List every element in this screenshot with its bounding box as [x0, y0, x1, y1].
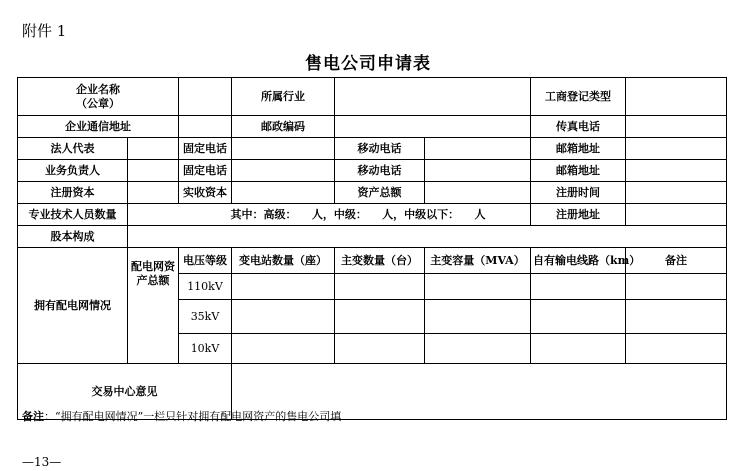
voltage-level-110kv: 110kV [179, 274, 232, 300]
capacity-35kv-field[interactable] [425, 300, 531, 334]
biz-manager-phone-label: 固定电话 [179, 160, 232, 182]
equity-label: 股本构成 [18, 226, 128, 248]
grid-assets-label: 配电网资 产总额 [128, 248, 179, 300]
grid-header-capacity: 主变容量（MVA） [425, 248, 531, 274]
equity-field[interactable] [128, 226, 727, 248]
reg-address-label: 注册地址 [531, 204, 626, 226]
substations-10kv-field[interactable] [232, 334, 335, 364]
reg-time-label: 注册时间 [531, 182, 626, 204]
biz-manager-phone-field[interactable] [232, 160, 335, 182]
company-name-label: 企业名称 （公章） [18, 78, 179, 116]
voltage-level-35kv: 35kV [179, 300, 232, 334]
form-title: 售电公司申请表 [305, 54, 431, 74]
address-field[interactable] [179, 116, 232, 138]
grid-header-remarks: 备注 [626, 248, 727, 274]
transformers-10kv-field[interactable] [335, 334, 425, 364]
capacity-10kv-field[interactable] [425, 334, 531, 364]
biz-manager-field[interactable] [128, 160, 179, 182]
remarks-35kv-field[interactable] [626, 300, 727, 334]
biz-manager-email-label: 邮箱地址 [531, 160, 626, 182]
legal-rep-email-field[interactable] [626, 138, 727, 160]
grid-header-voltage: 电压等级 [179, 248, 232, 274]
lines-110kv-field[interactable] [531, 274, 626, 300]
footnote [22, 408, 341, 424]
has-grid-label: 拥有配电网情况 [18, 248, 128, 364]
remarks-110kv-field[interactable] [626, 274, 727, 300]
reg-address-field[interactable] [626, 204, 727, 226]
legal-rep-email-label: 邮箱地址 [531, 138, 626, 160]
total-assets-field[interactable] [425, 182, 531, 204]
application-form-table [17, 77, 727, 420]
grid-header-lines: 自有输电线路（km） [531, 248, 626, 274]
grid-header-transformers: 主变数量（台） [335, 248, 425, 274]
reg-time-field[interactable] [626, 182, 727, 204]
reg-capital-label: 注册资本 [18, 182, 128, 204]
legal-rep-phone-label: 固定电话 [179, 138, 232, 160]
industry-label: 所属行业 [232, 78, 335, 116]
address-label: 企业通信地址 [18, 116, 179, 138]
legal-rep-phone-field[interactable] [232, 138, 335, 160]
biz-manager-mobile-label: 移动电话 [335, 160, 425, 182]
fax-field[interactable] [626, 116, 727, 138]
page-number: —13— [22, 455, 62, 469]
paid-capital-label: 实收资本 [179, 182, 232, 204]
trade-center-label: 交易中心意见 [18, 364, 232, 420]
tech-staff-label: 专业技术人员数量 [18, 204, 128, 226]
voltage-level-10kv: 10kV [179, 334, 232, 364]
grid-assets-field[interactable] [128, 300, 179, 364]
tech-staff-detail[interactable]: 其中：高级： 人，中级： 人，中级以下： 人 [128, 204, 531, 226]
biz-manager-mobile-field[interactable] [425, 160, 531, 182]
reg-type-field[interactable] [626, 78, 727, 116]
substations-110kv-field[interactable] [232, 274, 335, 300]
grid-header-substations: 变电站数量（座） [232, 248, 335, 274]
fax-label: 传真电话 [531, 116, 626, 138]
postcode-label: 邮政编码 [232, 116, 335, 138]
legal-rep-mobile-field[interactable] [425, 138, 531, 160]
capacity-110kv-field[interactable] [425, 274, 531, 300]
paid-capital-field[interactable] [232, 182, 335, 204]
reg-type-label: 工商登记类型 [531, 78, 626, 116]
biz-manager-label: 业务负责人 [18, 160, 128, 182]
legal-rep-label: 法人代表 [18, 138, 128, 160]
footnote-label: 备注 [22, 410, 44, 423]
total-assets-label: 资产总额 [335, 182, 425, 204]
company-name-field[interactable] [179, 78, 232, 116]
substations-35kv-field[interactable] [232, 300, 335, 334]
remarks-10kv-field[interactable] [626, 334, 727, 364]
lines-35kv-field[interactable] [531, 300, 626, 334]
legal-rep-field[interactable] [128, 138, 179, 160]
biz-manager-email-field[interactable] [626, 160, 727, 182]
footnote-text: ：“拥有配电网情况”一栏只针对拥有配电网资产的售电公司填 [44, 410, 342, 423]
transformers-35kv-field[interactable] [335, 300, 425, 334]
transformers-110kv-field[interactable] [335, 274, 425, 300]
industry-field[interactable] [335, 78, 531, 116]
attachment-label: 附件 1 [22, 22, 67, 40]
lines-10kv-field[interactable] [531, 334, 626, 364]
postcode-field[interactable] [335, 116, 531, 138]
legal-rep-mobile-label: 移动电话 [335, 138, 425, 160]
reg-capital-field[interactable] [128, 182, 179, 204]
